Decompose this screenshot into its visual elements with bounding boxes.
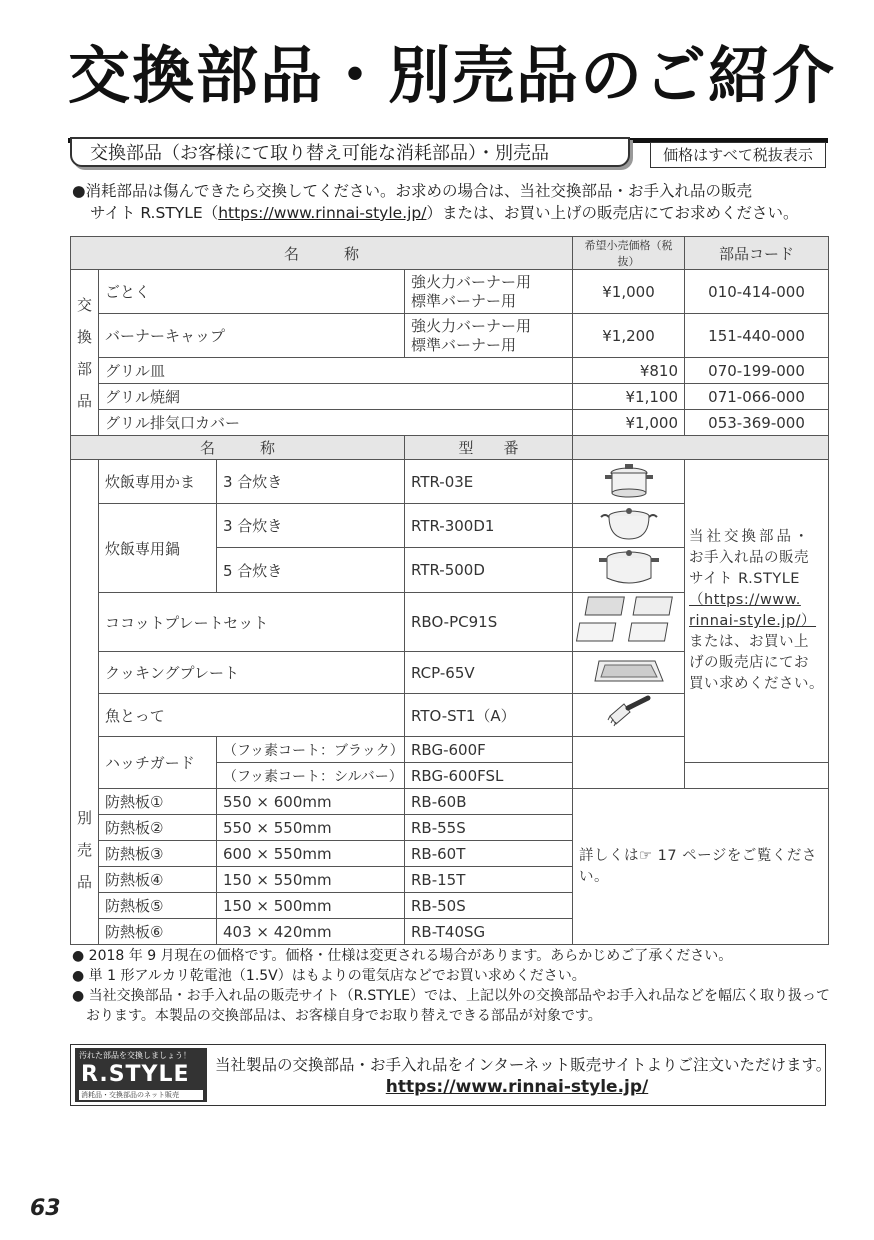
heat-board-model: RB-55S [405,815,573,841]
heat-board-size: 550 × 600mm [217,789,405,815]
header2-blank [573,436,829,460]
acc-spec: 5 合炊き [217,548,405,593]
rstyle-banner [70,1044,832,1106]
acc-model: RBG-600F [405,737,573,763]
acc-group-label: 別 売 品 [71,460,99,945]
cocotte-plate-image [573,593,685,652]
heat-board-name: 防熱板⑤ [99,893,217,919]
fish-turner-image [573,694,685,737]
part-price: ¥1,000 [573,410,685,436]
intro-line1: ●消耗部品は傷んできたら交換してください。お求めの場合は、当社交換部品・お手入れ品の販売 [72,182,753,200]
part-name: バーナーキャップ [99,314,405,358]
banner-message: 当社製品の交換部品・お手入れ品をインターネット販売サイトよりご注文いただけます。 [215,1056,832,1074]
heat-board-size: 550 × 550mm [217,815,405,841]
parts-group-label: 交 換 部 品 [71,270,99,436]
heat-board-size: 403 × 420mm [217,919,405,945]
part-name: グリル排気口カバー [99,410,573,436]
part-code: 053-369-000 [685,410,829,436]
footnote: ● 当社交換部品・お手入れ品の販売サイト（R.STYLE）では、上記以外の交換部品やお手入れ品などを幅広く取り扱っております。本製品の交換部品は、お客様自身でお取り替えできる部品が対象です。 [72,988,830,1024]
part-code: 010-414-000 [685,270,829,314]
acc-name: 魚とって [99,694,405,737]
heat-board-model: RB-60T [405,841,573,867]
part-variant: 強火力バーナー用 標準バーナー用 [405,270,573,314]
heat-board-name: 防熱板⑥ [99,919,217,945]
acc-model: RTR-300D1 [405,504,573,548]
acc-model: RBG-600FSL [405,763,573,789]
heat-board-name: 防熱板④ [99,867,217,893]
part-code: 151-440-000 [685,314,829,358]
part-name: グリル焼網 [99,384,573,410]
rice-pot-3-image [573,504,685,548]
detail-note: 詳しくは☞ 17 ページをご覧ください。 [573,789,829,945]
footnote: ● 単 1 形アルカリ乾電池（1.5V）はもよりの電気店などでお買い求めください。 [72,968,586,984]
footnotes [72,946,832,1026]
acc-name: ココットプレートセット [99,593,405,652]
heat-board-size: 600 × 550mm [217,841,405,867]
footnote: ● 2018 年 9 月現在の価格です。価格・仕様は変更される場合があります。あらかじめご了承ください。 [72,948,733,964]
part-price: ¥810 [573,358,685,384]
price-note: 価格はすべて税抜表示 [650,142,826,168]
banner-url-link[interactable]: https://www.rinnai-style.jp/ [385,1077,649,1097]
part-variant: 強火力バーナー用 標準バーナー用 [405,314,573,358]
acc-name: 炊飯専用鍋 [99,504,217,593]
acc-spec: （フッ素コート：ブラック） [217,737,405,763]
acc-spec: （フッ素コート：シルバー） [217,763,405,789]
acc-name: ハッチガード [99,737,217,789]
part-price: ¥1,000 [573,270,685,314]
acc-spec: 3 合炊き [217,504,405,548]
heat-board-name: 防熱板③ [99,841,217,867]
rstyle-logo: 汚れた部品を交換しましょう！ R.STYLE 消耗品・交換部品のネット販売 [75,1048,207,1102]
header2-name: 名 称 [71,436,405,460]
page-title: 交換部品・別売品のご紹介 [68,39,837,112]
hatch-note-blank [685,763,829,789]
header-price: 希望小売価格（税抜） [573,237,685,270]
intro-text [72,180,832,224]
acc-model: RTR-500D [405,548,573,593]
hatch-image-blank [573,737,685,789]
intro-line2: サイト R.STYLE（https://www.rinnai-style.jp/）または、お買い上げの販売店にてお求めください。 [90,204,799,222]
rice-pot-5-image [573,548,685,593]
purchase-note: 当社交換部品・ お手入れ品の販売 サイト R.STYLE （https://www. rinnai-style.jp/） または、お買い上 げの販売店にてお 買い求めください。 [685,460,829,763]
part-name: ごとく [99,270,405,314]
header2-model: 型 番 [405,436,573,460]
acc-name: 炊飯専用かま [99,460,217,504]
part-price: ¥1,100 [573,384,685,410]
acc-spec: 3 合炊き [217,460,405,504]
acc-model: RBO-PC91S [405,593,573,652]
header-code: 部品コード [685,237,829,270]
acc-model: RTO-ST1（A） [405,694,573,737]
heat-board-size: 150 × 550mm [217,867,405,893]
acc-name: クッキングプレート [99,652,405,694]
heat-board-name: 防熱板② [99,815,217,841]
part-price: ¥1,200 [573,314,685,358]
heat-board-size: 150 × 500mm [217,893,405,919]
parts-table [70,236,829,945]
heat-board-model: RB-50S [405,893,573,919]
header-name: 名 称 [71,237,573,270]
heat-board-name: 防熱板① [99,789,217,815]
part-name: グリル皿 [99,358,573,384]
page-number: 63 [30,1196,61,1221]
section-tag: 交換部品（お客様にて取り替え可能な消耗部品）・別売品 [70,137,630,167]
acc-model: RTR-03E [405,460,573,504]
rice-pot-image [573,460,685,504]
rstyle-link[interactable]: https://www.rinnai-style.jp/ [218,204,427,222]
heat-board-model: RB-60B [405,789,573,815]
cooking-plate-image [573,652,685,694]
part-code: 070-199-000 [685,358,829,384]
part-code: 071-066-000 [685,384,829,410]
acc-model: RCP-65V [405,652,573,694]
heat-board-model: RB-15T [405,867,573,893]
heat-board-model: RB-T40SG [405,919,573,945]
